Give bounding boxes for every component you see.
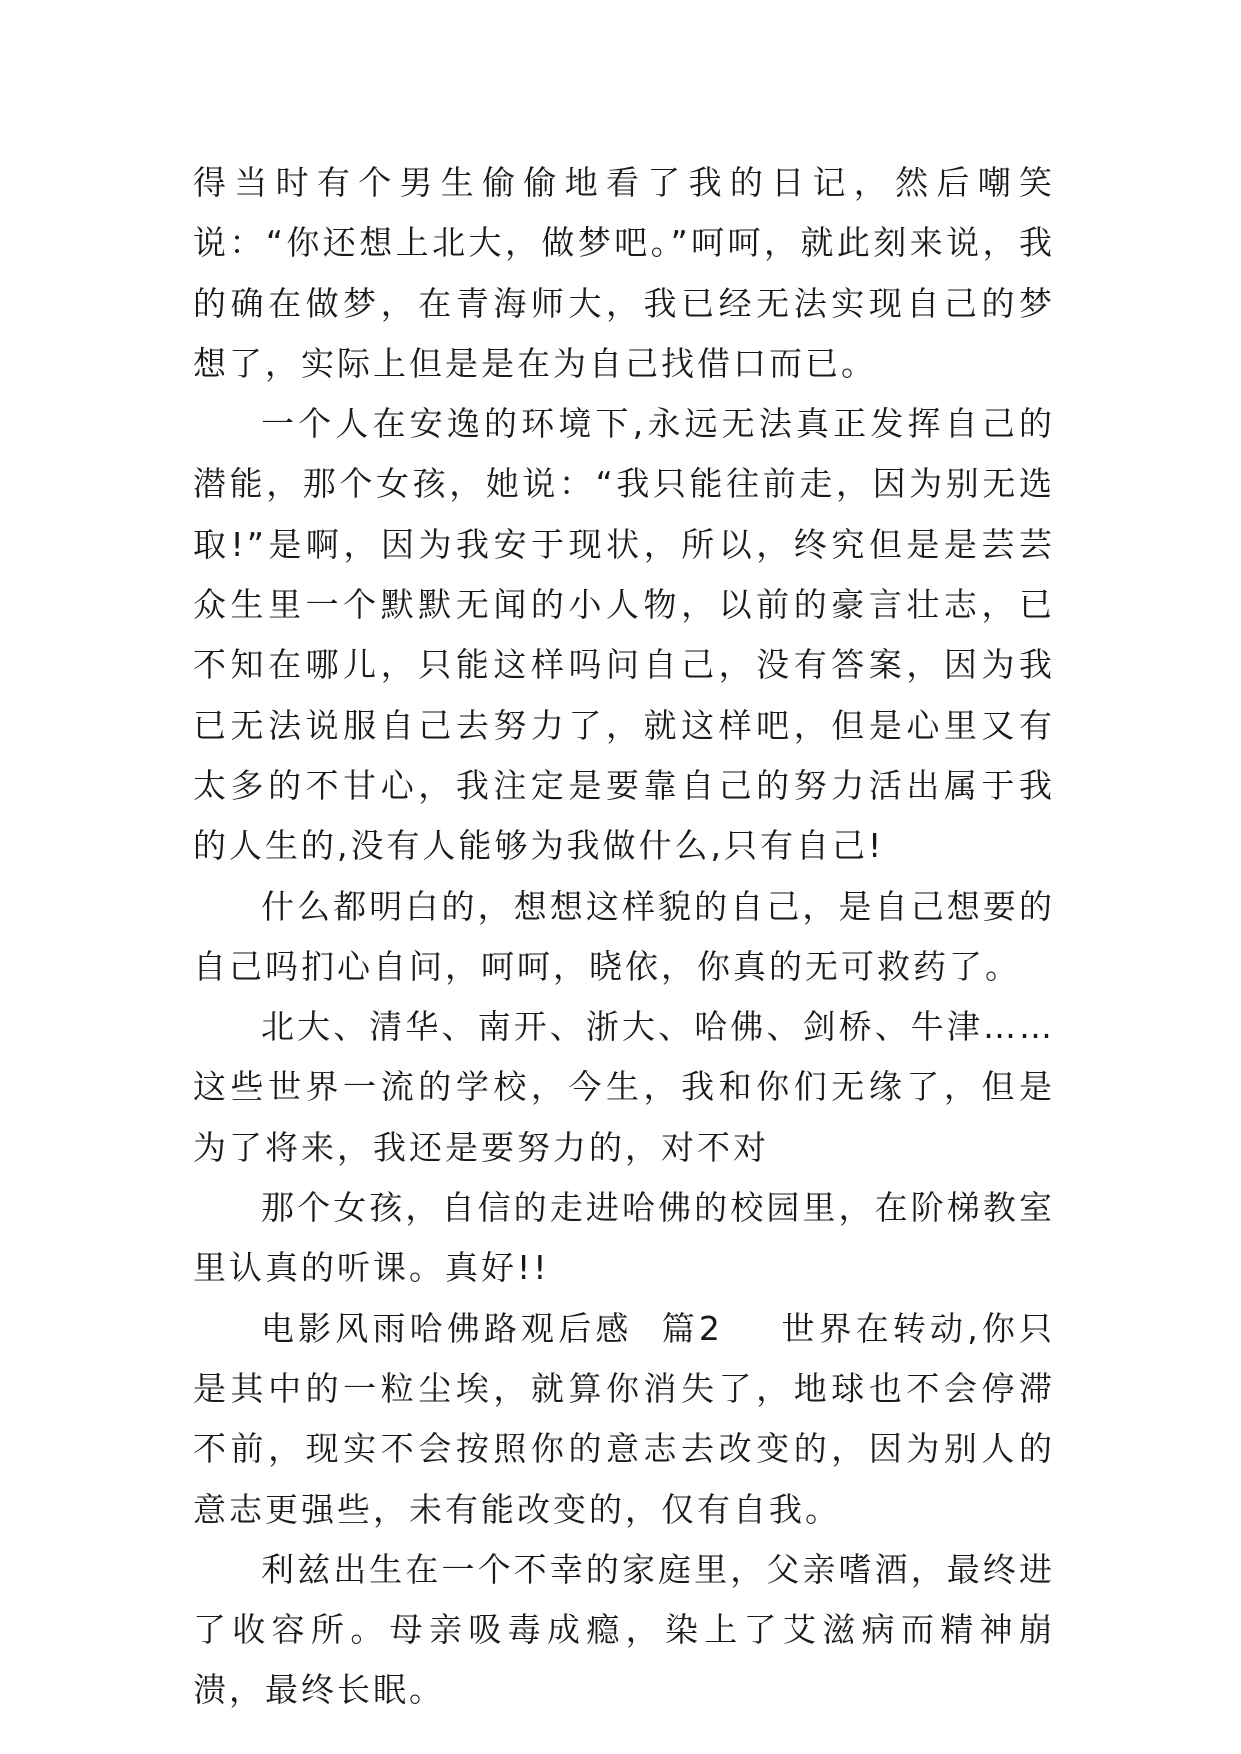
paragraph-5: 那个女孩，自信的走进哈佛的校园里，在阶梯教室里认真的听课。真好!! [193,1188,1055,1288]
document-body [193,153,1055,1721]
paragraph-2: 一个人在安逸的环境下,永远无法真正发挥自己的潜能，那个女孩，她说：“我只能往前走，因为别无选取!”是啊，因为我安于现状，所以，终究但是是芸芸众生里一个默默无闻的小人物，以前的豪言壮志，已不知在哪儿，只能这样吗问自己，没有答案，因为我已无法说服自己去努力了，就这样吧，但是心里又有太多的不甘心，我注定是要靠自己的努力活出属于我的人生的,没有人能够为我做什么,只有自己! [193,404,1055,866]
paragraph-6: 电影风雨哈佛路观后感 篇2 世界在转动,你只是其中的一粒尘埃，就算你消失了，地球也不会停滞不前，现实不会按照你的意志去改变的，因为别人的意志更强些，未有能改变的，仅有自我。 [193,1308,1055,1529]
paragraph-7: 利兹出生在一个不幸的家庭里，父亲嗜酒，最终进了收容所。母亲吸毒成瘾，染上了艾滋病而精神崩溃，最终长眠。 [193,1549,1055,1710]
paragraph-3: 什么都明白的，想想这样貌的自己，是自己想要的自己吗扪心自问，呵呵，晓依，你真的无可救药了。 [193,886,1055,986]
paragraph-1: 得当时有个男生偷偷地看了我的日记，然后嘲笑说：“你还想上北大，做梦吧。”呵呵，就此刻来说，我的确在做梦，在青海师大，我已经无法实现自己的梦想了，实际上但是是在为自己找借口而已。 [193,163,1055,383]
paragraph-4: 北大、清华、南开、浙大、哈佛、剑桥、牛津……这些世界一流的学校，今生，我和你们无缘了，但是为了将来，我还是要努力的，对不对 [193,1007,1055,1167]
